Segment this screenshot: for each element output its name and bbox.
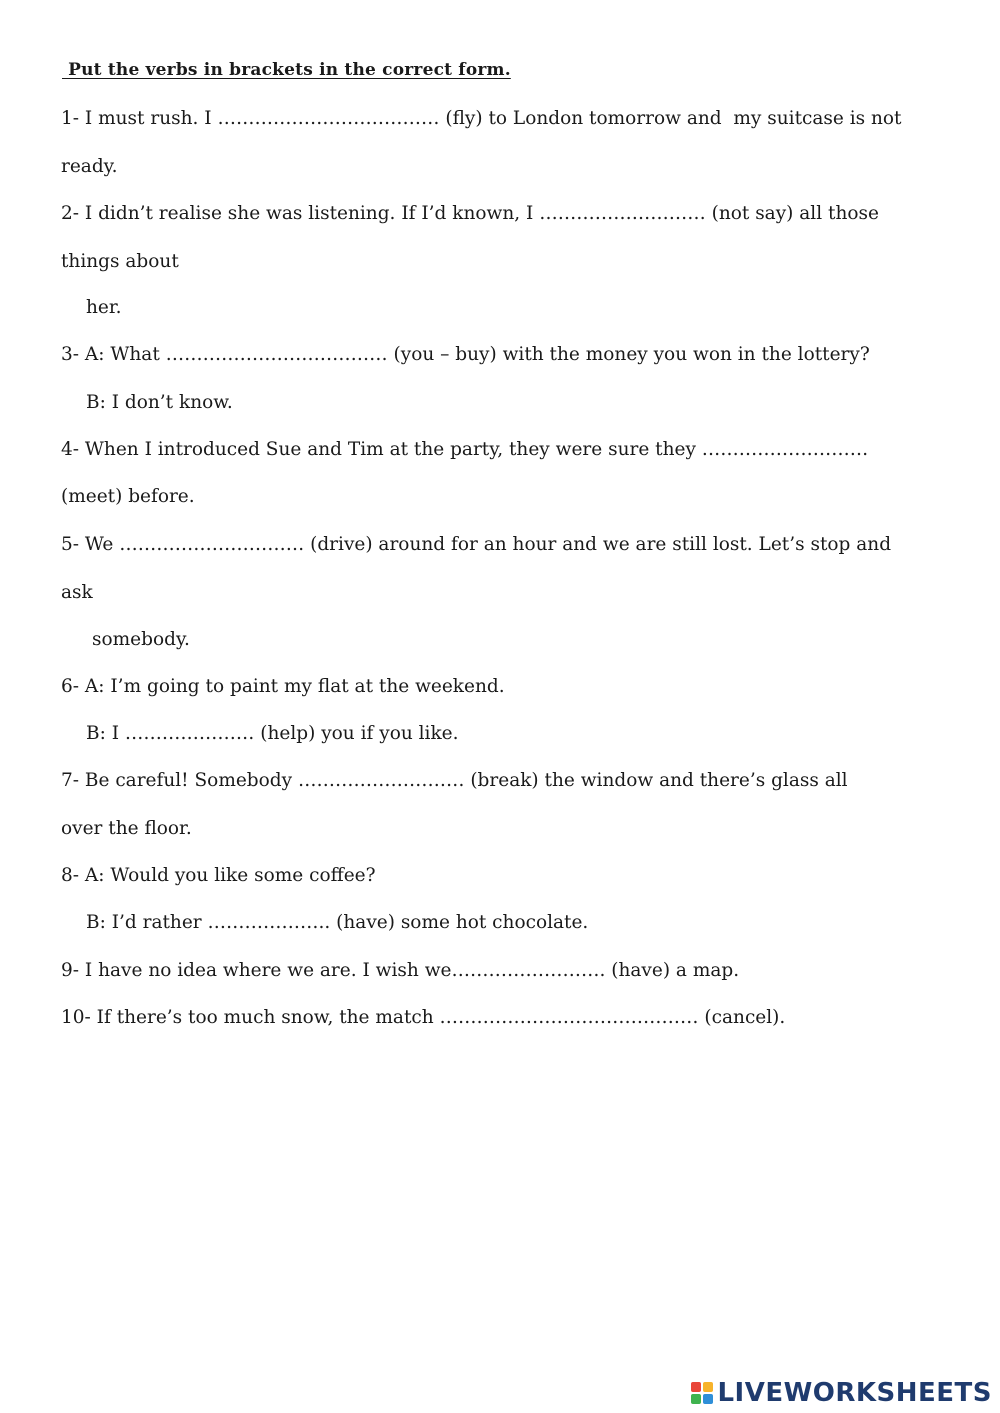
exercise-line-5: 5- We ………………………… (drive) around for an hour and we are still lost. Let’s stop and [61, 534, 892, 555]
worksheet-title: Put the verbs in brackets in the correct form. [62, 60, 511, 80]
exercise-line-2-cont: things about [61, 251, 179, 272]
logo-tile [703, 1394, 713, 1404]
exercise-line-1-cont: ready. [61, 156, 118, 177]
exercise-line-6: 6- A: I’m going to paint my flat at the weekend. [61, 676, 505, 697]
exercise-line-8: 8- A: Would you like some coffee? [61, 865, 376, 886]
exercise-line-10: 10- If there’s too much snow, the match …………………………………… (cancel). [61, 1007, 786, 1028]
logo-tile [691, 1382, 701, 1392]
logo-text: LIVEWORKSHEETS [717, 1378, 992, 1408]
exercise-line-6-answer: B: I ………………… (help) you if you like. [86, 723, 459, 744]
exercise-line-2: 2- I didn’t realise she was listening. If I’d known, I ……………………… (not say) all those [61, 203, 879, 224]
exercise-line-8-answer: B: I’d rather ……………….. (have) some hot chocolate. [86, 912, 589, 933]
exercise-line-1: 1- I must rush. I ……………………………… (fly) to London tomorrow and my suitcase is not [61, 108, 902, 129]
liveworksheets-logo-icon [691, 1382, 713, 1404]
logo-tile [691, 1394, 701, 1404]
exercise-line-7: 7- Be careful! Somebody ……………………… (break) the window and there’s glass all [61, 770, 848, 791]
exercise-line-5-cont2: somebody. [92, 629, 190, 650]
exercise-line-5-cont: ask [61, 582, 93, 603]
exercise-line-2-cont2: her. [86, 297, 122, 318]
exercise-line-4-cont: (meet) before. [61, 486, 195, 507]
exercise-line-3-answer: B: I don’t know. [86, 392, 233, 413]
exercise-line-7-cont: over the floor. [61, 818, 192, 839]
logo-tile [703, 1382, 713, 1392]
exercise-line-9: 9- I have no idea where we are. I wish we……………………. (have) a map. [61, 960, 740, 981]
liveworksheets-logo [691, 1378, 992, 1408]
exercise-line-3: 3- A: What ……………………………… (you – buy) with the money you won in the lottery? [61, 344, 870, 365]
exercise-line-4: 4- When I introduced Sue and Tim at the party, they were sure they ……………………… [61, 439, 869, 460]
